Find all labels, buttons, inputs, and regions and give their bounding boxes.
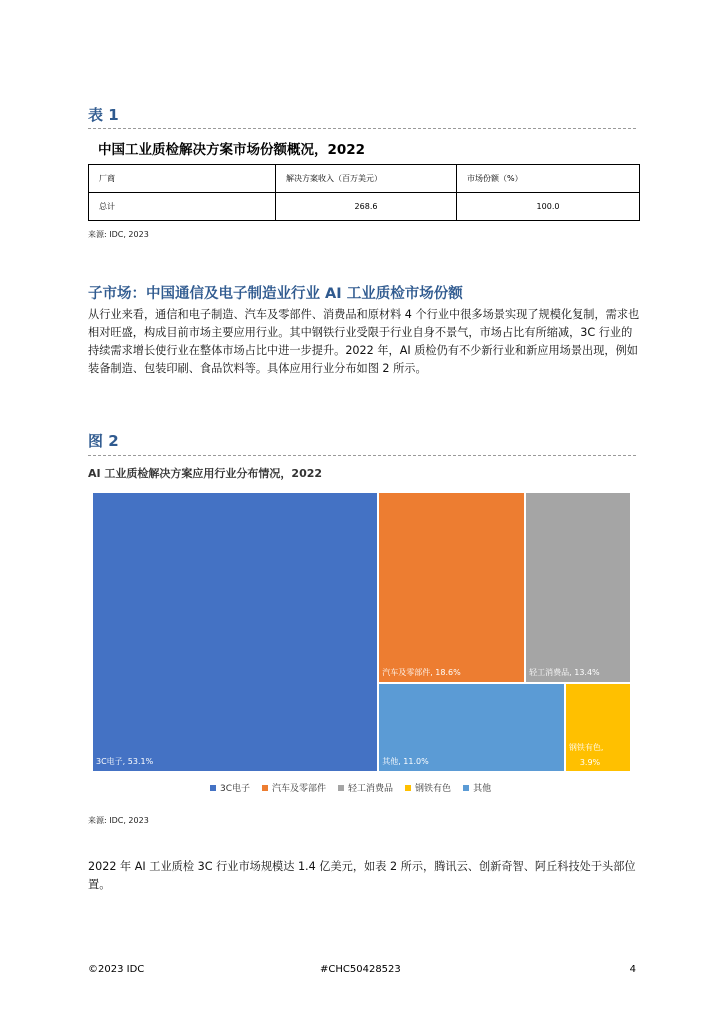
treemap-chart [92, 492, 631, 772]
tile-label: 其他, 11.0% [382, 756, 429, 766]
market-share-table [88, 164, 640, 221]
table-header-cell: 厂商 [89, 165, 276, 193]
legend-item [338, 781, 393, 794]
treemap-tile-auto-parts [378, 492, 525, 683]
treemap-tile-light-consumer [525, 492, 631, 683]
divider [88, 455, 636, 456]
treemap-tile-other [378, 683, 565, 772]
table-cell: 总计 [89, 193, 276, 221]
legend-item [405, 781, 451, 794]
closing-paragraph: 2022 年 AI 工业质检 3C 行业市场规模达 1.4 亿美元，如表 2 所示，腾讯云、创新奇智、阿丘科技处于头部位置。 [88, 860, 636, 891]
table-cell: 100.0 [457, 193, 640, 221]
figure-label: 图 2 [88, 432, 119, 450]
divider [88, 128, 636, 129]
table-header-cell: 解决方案收入（百万美元） [276, 165, 457, 193]
tile-label: 3C电子, 53.1% [96, 757, 154, 766]
legend-label: 3C电子 [220, 784, 251, 794]
legend-item [210, 781, 250, 794]
table-label: 表 1 [88, 106, 119, 124]
legend-label: 钢铁有色 [415, 784, 452, 794]
tile-label: 汽车及零部件, 18.6% [382, 668, 461, 678]
tile-label: 钢铁有色, [568, 742, 604, 752]
footer-copyright: ©2023 IDC [88, 964, 145, 975]
footer-page-number: 4 [629, 964, 636, 975]
legend-swatch [463, 785, 469, 791]
table-cell: 268.6 [276, 193, 457, 221]
table-header-row [89, 165, 640, 193]
legend-label: 汽车及零部件 [272, 784, 327, 794]
table-source: 来源: IDC, 2023 [88, 230, 149, 239]
chart-legend [210, 781, 491, 794]
section-paragraph: 从行业来看，通信和电子制造、汽车及零部件、消费品和原材料 4 个行业中很多场景实现了规模化复制，需求也相对旺盛，构成目前市场主要应用行业。其中钢铁行业受限于行业自身不景气，市场占比有所缩减，3C 行业的持续需求增长使行业在整体市场占比中进一步提升。2022 年，AI 质检仍有不少新行业和新应用场景出现，例如装备制造、包装印刷、食品饮料等。具体应用行业分布如图 2 所示。 [88, 308, 640, 375]
footer-doc-id: #CHC50428523 [320, 964, 401, 975]
legend-swatch [405, 785, 411, 791]
table-header-cell: 市场份额（%） [457, 165, 640, 193]
legend-label: 轻工消费品 [348, 784, 394, 794]
legend-swatch [262, 785, 268, 791]
treemap-tile-steel-nonferrous [565, 683, 631, 772]
table-row [89, 193, 640, 221]
tile-label: 轻工消费品, 13.4% [529, 668, 600, 678]
figure-source: 来源: IDC, 2023 [88, 816, 149, 825]
chart-title: AI 工业质检解决方案应用行业分布情况，2022 [88, 467, 323, 480]
legend-item [262, 781, 326, 794]
table-title: 中国工业质检解决方案市场份额概况，2022 [98, 142, 366, 158]
legend-item [463, 781, 491, 794]
legend-label: 其他 [473, 784, 492, 794]
legend-swatch [338, 785, 344, 791]
section-heading: 子市场：中国通信及电子制造业行业 AI 工业质检市场份额 [88, 286, 463, 302]
treemap-tile-3c-electronics [92, 492, 378, 772]
tile-label: 3.9% [579, 757, 601, 767]
legend-swatch [210, 785, 216, 791]
